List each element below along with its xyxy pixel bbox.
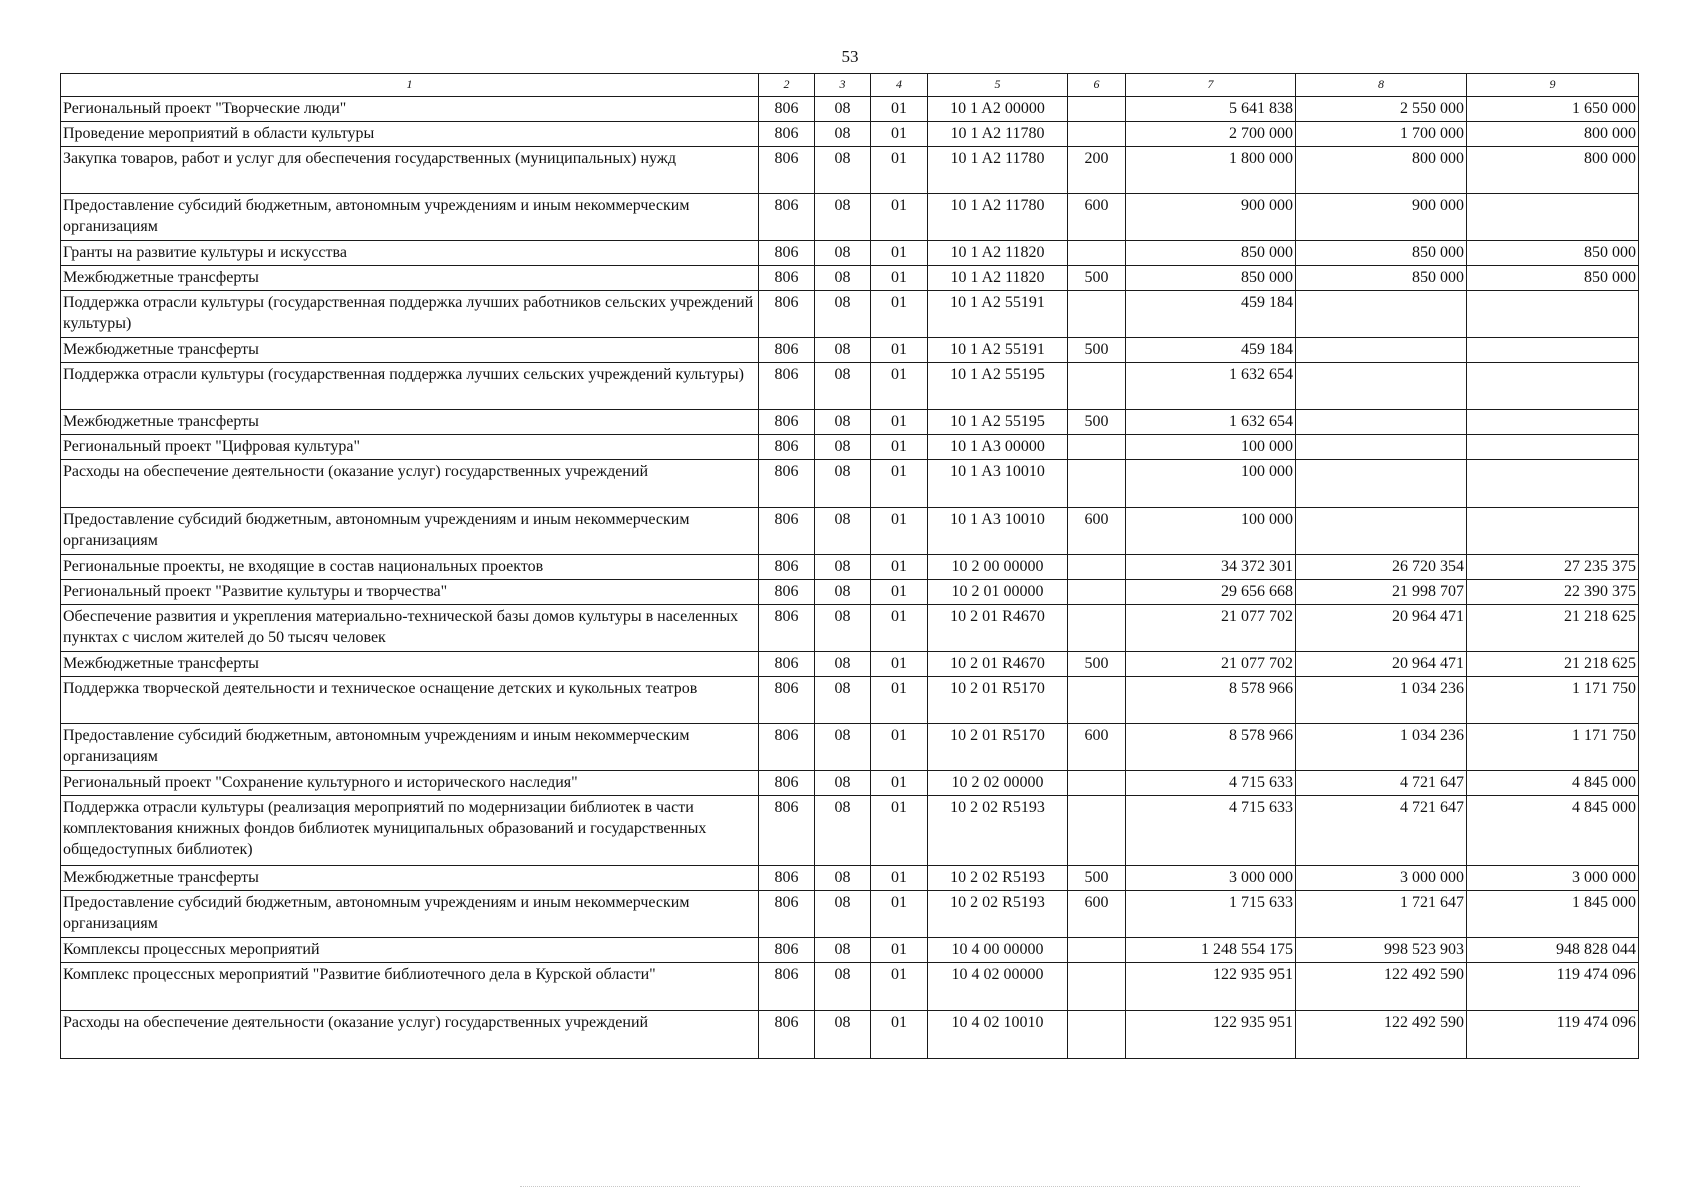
- expense-type-cell: [1068, 435, 1126, 460]
- amount-col8-cell: [1296, 363, 1467, 410]
- admin-code-cell: 806: [759, 555, 815, 580]
- amount-col9-cell: [1467, 410, 1639, 435]
- amount-col8-cell: [1296, 435, 1467, 460]
- amount-col8-cell: 20 964 471: [1296, 652, 1467, 677]
- target-article-cell: 10 1 A2 00000: [928, 97, 1068, 122]
- subsection-cell: 01: [871, 291, 928, 338]
- section-cell: 08: [815, 580, 871, 605]
- subsection-cell: 01: [871, 266, 928, 291]
- amount-col9-cell: [1467, 460, 1639, 508]
- amount-col7-cell: 850 000: [1126, 241, 1296, 266]
- admin-code-cell: 806: [759, 508, 815, 555]
- amount-col7-cell: 459 184: [1126, 338, 1296, 363]
- row-name-cell: Межбюджетные трансферты: [61, 866, 759, 891]
- amount-col9-cell: 1 845 000: [1467, 891, 1639, 938]
- amount-col8-cell: 20 964 471: [1296, 605, 1467, 652]
- target-article-cell: 10 1 A2 55191: [928, 291, 1068, 338]
- subsection-cell: 01: [871, 555, 928, 580]
- page-number: 53: [841, 47, 859, 66]
- expense-type-cell: [1068, 460, 1126, 508]
- column-number: 7: [1126, 74, 1296, 97]
- row-name-cell: Поддержка отрасли культуры (реализация мероприятий по модернизации библиотек в части комплектования книжных фондов библиотек муниципальных образований и государственных общедоступных библиотек): [61, 796, 759, 866]
- row-name-cell: Предоставление субсидий бюджетным, автономным учреждениям и иным некоммерческим организациям: [61, 508, 759, 555]
- expense-type-cell: [1068, 241, 1126, 266]
- section-cell: 08: [815, 410, 871, 435]
- target-article-cell: 10 2 02 R5193: [928, 796, 1068, 866]
- table-row: [61, 963, 1639, 1011]
- amount-col9-cell: [1467, 291, 1639, 338]
- row-name-cell: Комплексы процессных мероприятий: [61, 938, 759, 963]
- amount-col9-cell: 21 218 625: [1467, 605, 1639, 652]
- table-row: [61, 1011, 1639, 1059]
- amount-col8-cell: [1296, 460, 1467, 508]
- target-article-cell: 10 2 01 R5170: [928, 724, 1068, 771]
- row-name-cell: Обеспечение развития и укрепления материально-технической базы домов культуры в населенных пунктах с числом жителей до 50 тысяч человек: [61, 605, 759, 652]
- expense-type-cell: [1068, 677, 1126, 724]
- amount-col9-cell: 119 474 096: [1467, 1011, 1639, 1059]
- amount-col7-cell: 34 372 301: [1126, 555, 1296, 580]
- expense-type-cell: 600: [1068, 891, 1126, 938]
- row-name-cell: Межбюджетные трансферты: [61, 410, 759, 435]
- subsection-cell: 01: [871, 122, 928, 147]
- table-row: [61, 555, 1639, 580]
- subsection-cell: 01: [871, 194, 928, 241]
- subsection-cell: 01: [871, 460, 928, 508]
- amount-col8-cell: 900 000: [1296, 194, 1467, 241]
- table-row: [61, 122, 1639, 147]
- target-article-cell: 10 2 01 R4670: [928, 605, 1068, 652]
- row-name-cell: Предоставление субсидий бюджетным, автономным учреждениям и иным некоммерческим организациям: [61, 194, 759, 241]
- section-cell: 08: [815, 555, 871, 580]
- column-number: 1: [61, 74, 759, 97]
- amount-col9-cell: [1467, 363, 1639, 410]
- admin-code-cell: 806: [759, 194, 815, 241]
- subsection-cell: 01: [871, 724, 928, 771]
- amount-col9-cell: 800 000: [1467, 122, 1639, 147]
- amount-col9-cell: [1467, 508, 1639, 555]
- expense-type-cell: [1068, 580, 1126, 605]
- amount-col9-cell: 800 000: [1467, 147, 1639, 194]
- column-number: 4: [871, 74, 928, 97]
- section-cell: 08: [815, 891, 871, 938]
- subsection-cell: 01: [871, 241, 928, 266]
- admin-code-cell: 806: [759, 1011, 815, 1059]
- amount-col7-cell: 1 632 654: [1126, 363, 1296, 410]
- expense-type-cell: [1068, 363, 1126, 410]
- table-row: [61, 796, 1639, 866]
- table-row: [61, 266, 1639, 291]
- amount-col7-cell: 5 641 838: [1126, 97, 1296, 122]
- amount-col8-cell: [1296, 291, 1467, 338]
- column-number: 8: [1296, 74, 1467, 97]
- amount-col9-cell: 1 171 750: [1467, 724, 1639, 771]
- amount-col7-cell: 2 700 000: [1126, 122, 1296, 147]
- expense-type-cell: 600: [1068, 194, 1126, 241]
- amount-col7-cell: 1 248 554 175: [1126, 938, 1296, 963]
- amount-col9-cell: 948 828 044: [1467, 938, 1639, 963]
- subsection-cell: 01: [871, 677, 928, 724]
- target-article-cell: 10 1 A2 55191: [928, 338, 1068, 363]
- admin-code-cell: 806: [759, 338, 815, 363]
- scan-artifact-line: [520, 1186, 1580, 1190]
- subsection-cell: 01: [871, 147, 928, 194]
- row-name-cell: Расходы на обеспечение деятельности (оказание услуг) государственных учреждений: [61, 460, 759, 508]
- amount-col8-cell: [1296, 508, 1467, 555]
- amount-col9-cell: 22 390 375: [1467, 580, 1639, 605]
- section-cell: 08: [815, 363, 871, 410]
- section-cell: 08: [815, 605, 871, 652]
- table-row: [61, 508, 1639, 555]
- subsection-cell: 01: [871, 866, 928, 891]
- row-name-cell: Региональные проекты, не входящие в состав национальных проектов: [61, 555, 759, 580]
- amount-col9-cell: [1467, 338, 1639, 363]
- section-cell: 08: [815, 147, 871, 194]
- amount-col8-cell: 4 721 647: [1296, 796, 1467, 866]
- admin-code-cell: 806: [759, 460, 815, 508]
- expense-type-cell: [1068, 605, 1126, 652]
- expense-type-cell: 500: [1068, 410, 1126, 435]
- amount-col8-cell: 122 492 590: [1296, 963, 1467, 1011]
- row-name-cell: Межбюджетные трансферты: [61, 338, 759, 363]
- amount-col8-cell: 2 550 000: [1296, 97, 1467, 122]
- admin-code-cell: 806: [759, 122, 815, 147]
- amount-col9-cell: 850 000: [1467, 266, 1639, 291]
- amount-col8-cell: 800 000: [1296, 147, 1467, 194]
- row-name-cell: Комплекс процессных мероприятий "Развитие библиотечного дела в Курской области": [61, 963, 759, 1011]
- target-article-cell: 10 2 01 R5170: [928, 677, 1068, 724]
- expense-type-cell: [1068, 555, 1126, 580]
- admin-code-cell: 806: [759, 241, 815, 266]
- admin-code-cell: 806: [759, 147, 815, 194]
- expense-type-cell: [1068, 796, 1126, 866]
- section-cell: 08: [815, 771, 871, 796]
- amount-col7-cell: 850 000: [1126, 266, 1296, 291]
- amount-col7-cell: 100 000: [1126, 508, 1296, 555]
- amount-col7-cell: 100 000: [1126, 460, 1296, 508]
- section-cell: 08: [815, 97, 871, 122]
- admin-code-cell: 806: [759, 363, 815, 410]
- subsection-cell: 01: [871, 435, 928, 460]
- target-article-cell: 10 1 A2 11780: [928, 194, 1068, 241]
- row-name-cell: Региональный проект "Развитие культуры и творчества": [61, 580, 759, 605]
- table-row: [61, 338, 1639, 363]
- row-name-cell: Закупка товаров, работ и услуг для обеспечения государственных (муниципальных) нужд: [61, 147, 759, 194]
- subsection-cell: 01: [871, 1011, 928, 1059]
- target-article-cell: 10 2 02 R5193: [928, 891, 1068, 938]
- amount-col7-cell: 122 935 951: [1126, 1011, 1296, 1059]
- column-number: 9: [1467, 74, 1639, 97]
- section-cell: 08: [815, 652, 871, 677]
- table-row: [61, 605, 1639, 652]
- target-article-cell: 10 1 A3 10010: [928, 460, 1068, 508]
- section-cell: 08: [815, 460, 871, 508]
- expense-type-cell: [1068, 963, 1126, 1011]
- table-row: [61, 147, 1639, 194]
- admin-code-cell: 806: [759, 97, 815, 122]
- table-row: [61, 891, 1639, 938]
- amount-col8-cell: 26 720 354: [1296, 555, 1467, 580]
- target-article-cell: 10 2 01 00000: [928, 580, 1068, 605]
- column-number: 5: [928, 74, 1068, 97]
- admin-code-cell: 806: [759, 291, 815, 338]
- expense-type-cell: 600: [1068, 508, 1126, 555]
- admin-code-cell: 806: [759, 652, 815, 677]
- amount-col7-cell: 8 578 966: [1126, 724, 1296, 771]
- section-cell: 08: [815, 338, 871, 363]
- amount-col8-cell: 1 700 000: [1296, 122, 1467, 147]
- section-cell: 08: [815, 291, 871, 338]
- row-name-cell: Региональный проект "Творческие люди": [61, 97, 759, 122]
- section-cell: 08: [815, 963, 871, 1011]
- table-row: [61, 410, 1639, 435]
- subsection-cell: 01: [871, 652, 928, 677]
- section-cell: 08: [815, 866, 871, 891]
- amount-col7-cell: 4 715 633: [1126, 796, 1296, 866]
- expense-type-cell: [1068, 291, 1126, 338]
- admin-code-cell: 806: [759, 771, 815, 796]
- table-body: [61, 97, 1639, 1059]
- amount-col9-cell: [1467, 435, 1639, 460]
- row-name-cell: Гранты на развитие культуры и искусства: [61, 241, 759, 266]
- table-row: [61, 938, 1639, 963]
- subsection-cell: 01: [871, 891, 928, 938]
- row-name-cell: Региональный проект "Сохранение культурного и исторического наследия": [61, 771, 759, 796]
- admin-code-cell: 806: [759, 677, 815, 724]
- subsection-cell: 01: [871, 580, 928, 605]
- table-row: [61, 435, 1639, 460]
- target-article-cell: 10 1 A2 55195: [928, 363, 1068, 410]
- amount-col8-cell: 850 000: [1296, 266, 1467, 291]
- amount-col7-cell: 459 184: [1126, 291, 1296, 338]
- admin-code-cell: 806: [759, 866, 815, 891]
- section-cell: 08: [815, 1011, 871, 1059]
- subsection-cell: 01: [871, 508, 928, 555]
- amount-col7-cell: 900 000: [1126, 194, 1296, 241]
- expense-type-cell: 200: [1068, 147, 1126, 194]
- table-row: [61, 652, 1639, 677]
- amount-col8-cell: 998 523 903: [1296, 938, 1467, 963]
- column-number: 6: [1068, 74, 1126, 97]
- subsection-cell: 01: [871, 796, 928, 866]
- amount-col9-cell: 850 000: [1467, 241, 1639, 266]
- table-row: [61, 194, 1639, 241]
- amount-col9-cell: 4 845 000: [1467, 771, 1639, 796]
- section-cell: 08: [815, 796, 871, 866]
- target-article-cell: 10 1 A2 11780: [928, 122, 1068, 147]
- section-cell: 08: [815, 435, 871, 460]
- row-name-cell: Межбюджетные трансферты: [61, 266, 759, 291]
- amount-col7-cell: 8 578 966: [1126, 677, 1296, 724]
- table-row: [61, 580, 1639, 605]
- amount-col7-cell: 122 935 951: [1126, 963, 1296, 1011]
- subsection-cell: 01: [871, 363, 928, 410]
- target-article-cell: 10 4 02 00000: [928, 963, 1068, 1011]
- column-number: 3: [815, 74, 871, 97]
- table-row: [61, 363, 1639, 410]
- amount-col7-cell: 21 077 702: [1126, 652, 1296, 677]
- amount-col7-cell: 1 632 654: [1126, 410, 1296, 435]
- budget-table: [60, 73, 1639, 1059]
- expense-type-cell: 500: [1068, 266, 1126, 291]
- amount-col7-cell: 1 715 633: [1126, 891, 1296, 938]
- amount-col8-cell: 1 034 236: [1296, 724, 1467, 771]
- admin-code-cell: 806: [759, 605, 815, 652]
- table-row: [61, 866, 1639, 891]
- amount-col8-cell: 3 000 000: [1296, 866, 1467, 891]
- target-article-cell: 10 2 02 00000: [928, 771, 1068, 796]
- target-article-cell: 10 1 A2 11820: [928, 241, 1068, 266]
- row-name-cell: Проведение мероприятий в области культуры: [61, 122, 759, 147]
- row-name-cell: Межбюджетные трансферты: [61, 652, 759, 677]
- row-name-cell: Поддержка отрасли культуры (государственная поддержка лучших сельских учреждений культуры): [61, 363, 759, 410]
- expense-type-cell: 500: [1068, 338, 1126, 363]
- amount-col7-cell: 1 800 000: [1126, 147, 1296, 194]
- admin-code-cell: 806: [759, 410, 815, 435]
- target-article-cell: 10 4 02 10010: [928, 1011, 1068, 1059]
- table-row: [61, 291, 1639, 338]
- target-article-cell: 10 1 A2 11820: [928, 266, 1068, 291]
- target-article-cell: 10 1 A2 55195: [928, 410, 1068, 435]
- target-article-cell: 10 2 02 R5193: [928, 866, 1068, 891]
- expense-type-cell: [1068, 97, 1126, 122]
- admin-code-cell: 806: [759, 724, 815, 771]
- column-number: 2: [759, 74, 815, 97]
- column-number-row: [61, 74, 1639, 97]
- amount-col8-cell: 122 492 590: [1296, 1011, 1467, 1059]
- target-article-cell: 10 2 01 R4670: [928, 652, 1068, 677]
- subsection-cell: 01: [871, 963, 928, 1011]
- amount-col9-cell: 3 000 000: [1467, 866, 1639, 891]
- expense-type-cell: 500: [1068, 866, 1126, 891]
- amount-col9-cell: 27 235 375: [1467, 555, 1639, 580]
- row-name-cell: Поддержка творческой деятельности и техническое оснащение детских и кукольных театров: [61, 677, 759, 724]
- table-row: [61, 677, 1639, 724]
- amount-col8-cell: [1296, 410, 1467, 435]
- amount-col7-cell: 29 656 668: [1126, 580, 1296, 605]
- target-article-cell: 10 2 00 00000: [928, 555, 1068, 580]
- row-name-cell: Региональный проект "Цифровая культура": [61, 435, 759, 460]
- subsection-cell: 01: [871, 938, 928, 963]
- amount-col9-cell: 1 171 750: [1467, 677, 1639, 724]
- amount-col8-cell: 850 000: [1296, 241, 1467, 266]
- subsection-cell: 01: [871, 97, 928, 122]
- row-name-cell: Расходы на обеспечение деятельности (оказание услуг) государственных учреждений: [61, 1011, 759, 1059]
- section-cell: 08: [815, 122, 871, 147]
- table-row: [61, 724, 1639, 771]
- expense-type-cell: 600: [1068, 724, 1126, 771]
- row-name-cell: Предоставление субсидий бюджетным, автономным учреждениям и иным некоммерческим организациям: [61, 724, 759, 771]
- row-name-cell: Поддержка отрасли культуры (государственная поддержка лучших работников сельских учреждений культуры): [61, 291, 759, 338]
- section-cell: 08: [815, 724, 871, 771]
- admin-code-cell: 806: [759, 938, 815, 963]
- table-row: [61, 771, 1639, 796]
- amount-col8-cell: 1 034 236: [1296, 677, 1467, 724]
- table-row: [61, 241, 1639, 266]
- expense-type-cell: 500: [1068, 652, 1126, 677]
- table-row: [61, 460, 1639, 508]
- subsection-cell: 01: [871, 410, 928, 435]
- expense-type-cell: [1068, 938, 1126, 963]
- subsection-cell: 01: [871, 771, 928, 796]
- section-cell: 08: [815, 194, 871, 241]
- table-row: [61, 97, 1639, 122]
- expense-type-cell: [1068, 122, 1126, 147]
- amount-col9-cell: 1 650 000: [1467, 97, 1639, 122]
- admin-code-cell: 806: [759, 963, 815, 1011]
- admin-code-cell: 806: [759, 891, 815, 938]
- row-name-cell: Предоставление субсидий бюджетным, автономным учреждениям и иным некоммерческим организациям: [61, 891, 759, 938]
- admin-code-cell: 806: [759, 266, 815, 291]
- target-article-cell: 10 1 A3 10010: [928, 508, 1068, 555]
- amount-col9-cell: [1467, 194, 1639, 241]
- admin-code-cell: 806: [759, 580, 815, 605]
- amount-col9-cell: 21 218 625: [1467, 652, 1639, 677]
- target-article-cell: 10 4 00 00000: [928, 938, 1068, 963]
- admin-code-cell: 806: [759, 435, 815, 460]
- section-cell: 08: [815, 677, 871, 724]
- admin-code-cell: 806: [759, 796, 815, 866]
- amount-col8-cell: [1296, 338, 1467, 363]
- section-cell: 08: [815, 938, 871, 963]
- expense-type-cell: [1068, 1011, 1126, 1059]
- amount-col7-cell: 100 000: [1126, 435, 1296, 460]
- amount-col8-cell: 1 721 647: [1296, 891, 1467, 938]
- target-article-cell: 10 1 A2 11780: [928, 147, 1068, 194]
- amount-col9-cell: 119 474 096: [1467, 963, 1639, 1011]
- subsection-cell: 01: [871, 338, 928, 363]
- amount-col7-cell: 21 077 702: [1126, 605, 1296, 652]
- amount-col9-cell: 4 845 000: [1467, 796, 1639, 866]
- section-cell: 08: [815, 508, 871, 555]
- section-cell: 08: [815, 241, 871, 266]
- expense-type-cell: [1068, 771, 1126, 796]
- section-cell: 08: [815, 266, 871, 291]
- amount-col7-cell: 4 715 633: [1126, 771, 1296, 796]
- amount-col8-cell: 4 721 647: [1296, 771, 1467, 796]
- amount-col7-cell: 3 000 000: [1126, 866, 1296, 891]
- amount-col8-cell: 21 998 707: [1296, 580, 1467, 605]
- subsection-cell: 01: [871, 605, 928, 652]
- target-article-cell: 10 1 A3 00000: [928, 435, 1068, 460]
